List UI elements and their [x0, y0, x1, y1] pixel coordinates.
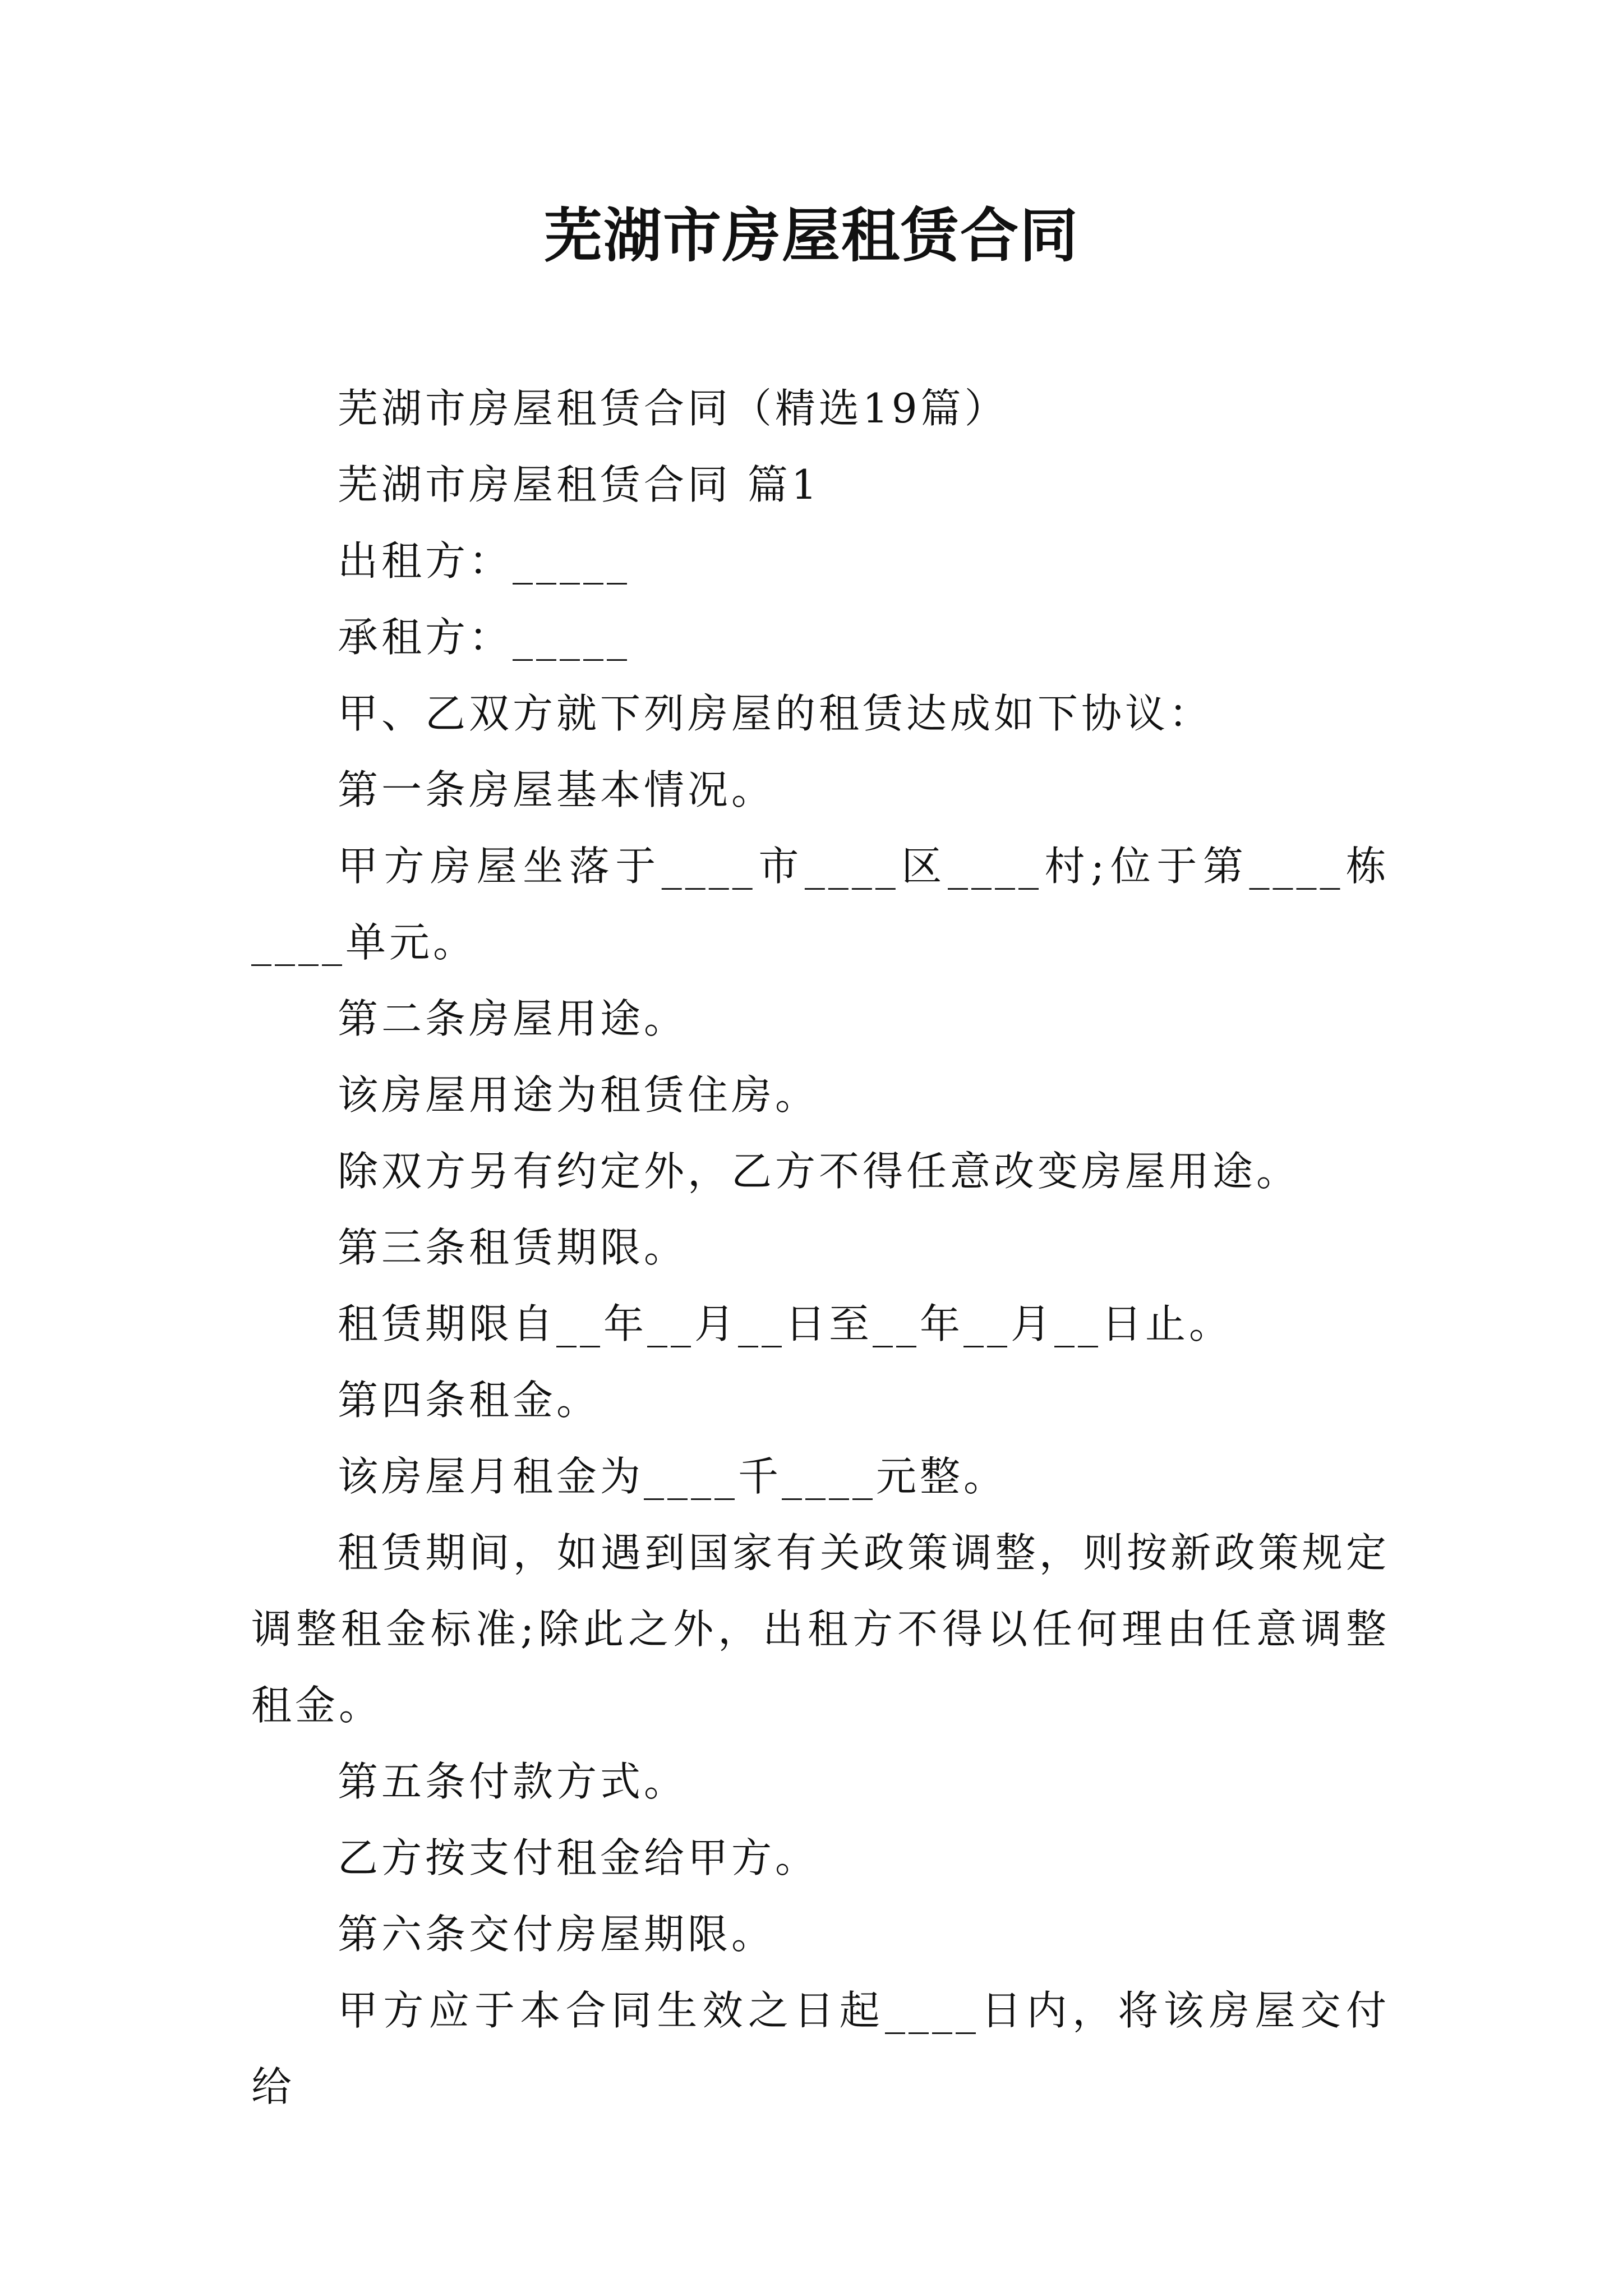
paragraph-article-2-body-2: 除双方另有约定外，乙方不得任意改变房屋用途。 [338, 1148, 1301, 1195]
paragraph-article-4-body-2: 租赁期间，如遇到国家有关政策调整，则按新政策规定调整租金标准;除此之外，出租方不得以任何理由任意调整租金。 [251, 1529, 1390, 1729]
paragraph-article-5-heading: 第五条付款方式。 [338, 1758, 688, 1805]
paragraph-article-2-heading: 第二条房屋用途。 [338, 995, 688, 1042]
paragraph-article-1-heading: 第一条房屋基本情况。 [338, 766, 776, 813]
paragraph-article-5-body: 乙方按支付租金给甲方。 [338, 1834, 819, 1881]
paragraph-lessor: 出租方：_____ [338, 537, 631, 585]
paragraph-article-1-body: 甲方房屋坐落于____市____区____村;位于第____栋____单元。 [251, 843, 1390, 966]
paragraph-section-heading: 芜湖市房屋租赁合同 篇1 [338, 461, 820, 508]
paragraph-agreement-intro: 甲、乙双方就下列房屋的租赁达成如下协议： [338, 690, 1213, 737]
paragraph-article-3-heading: 第三条租赁期限。 [338, 1224, 688, 1271]
paragraph-article-4-heading: 第四条租金。 [338, 1377, 601, 1424]
paragraph-subtitle: 芜湖市房屋租赁合同（精选19篇） [338, 385, 1008, 432]
document-title: 芜湖市房屋租赁合同 [543, 201, 1079, 270]
paragraph-article-2-body-1: 该房屋用途为租赁住房。 [338, 1071, 819, 1119]
paragraph-article-6-heading: 第六条交付房屋期限。 [338, 1911, 776, 1958]
paragraph-article-4-body-1: 该房屋月租金为____千____元整。 [338, 1453, 1008, 1500]
paragraph-article-3-body: 租赁期限自__年__月__日至__年__月__日止。 [338, 1300, 1233, 1347]
document-body [251, 370, 1390, 2125]
paragraph-article-6-body: 甲方应于本合同生效之日起____日内，将该房屋交付给 [251, 1987, 1390, 2110]
paragraph-lessee: 承租方：_____ [338, 614, 631, 661]
